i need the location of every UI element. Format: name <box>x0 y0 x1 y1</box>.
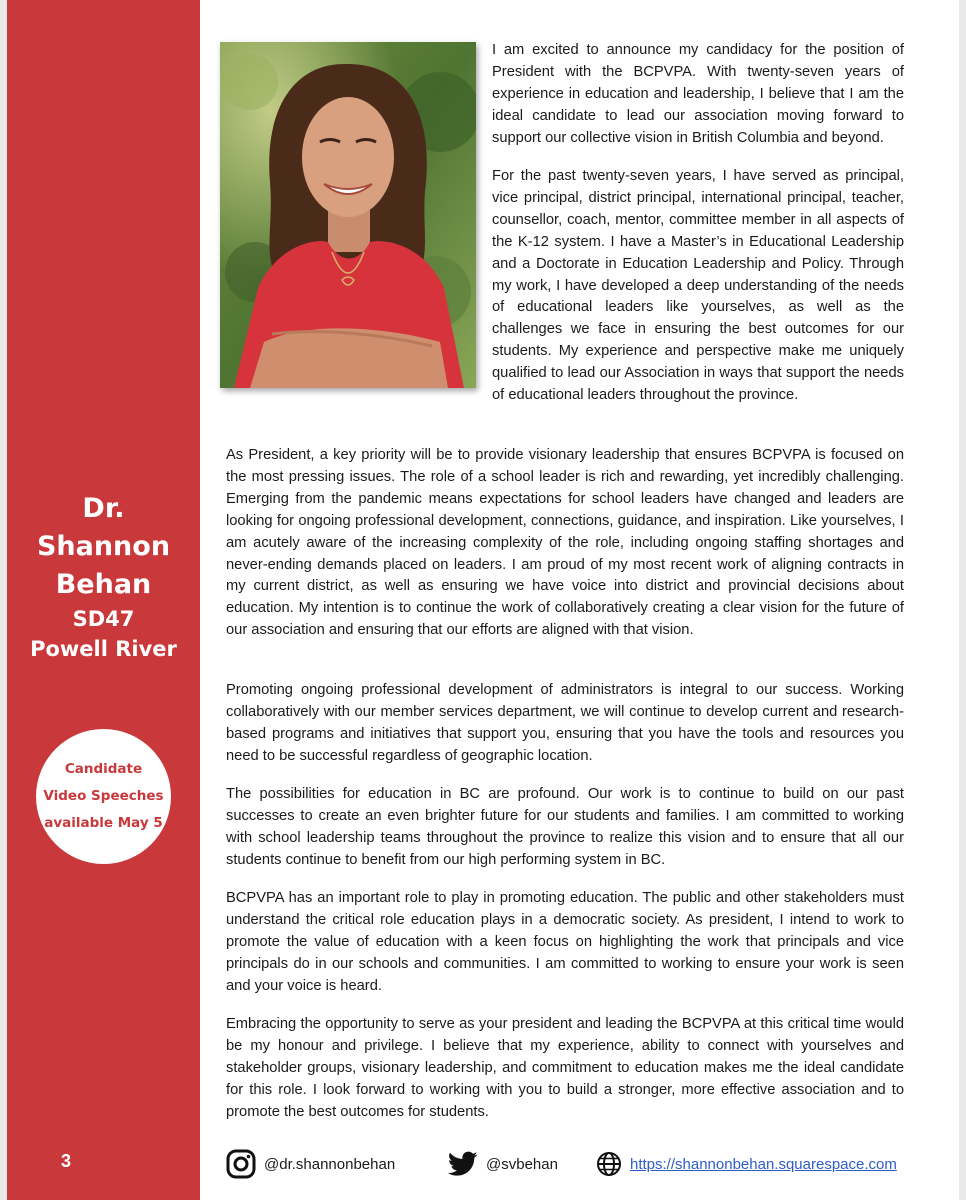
experience-paragraph: For the past twenty-seven years, I have served as principal, vice principal, district principal, international principal, teacher, counsellor, coach, mentor, committee member in all aspects of the K-12 system. I have a Master’s in Educational Leadership and a Doctorate in Education Leadership and Policy. Through my work, I have developed a deep understanding of the needs of educational leaders like yourselves, as well as the challenges we face in ensuring the best outcomes for our students. My experience and perspective make me uniquely qualified to lead our Association in ways that support the needs of educational leaders throughout the province. <box>492 168 904 404</box>
candidate-last-name: Behan <box>55 569 152 600</box>
candidate-photo <box>220 42 476 388</box>
professional-development-paragraph: Promoting ongoing professional development of administrators is integral to our success. Working collaboratively with our member services department, we will continue to develop current and research-based programs and initiatives that support you, ensuring that you have the tools and resources you need to be successful regardless of geographic location. <box>226 682 904 764</box>
website-link[interactable]: https://shannonbehan.squarespace.com <box>630 1155 897 1173</box>
globe-icon <box>596 1151 622 1177</box>
candidate-district: SD47 <box>72 607 135 631</box>
instagram-contact[interactable] <box>226 1147 395 1181</box>
intro-paragraph: I am excited to announce my candidacy for the position of President with the BCPVPA. With twenty-seven years of experience in education and leadership, I believe that I am the ideal candidate to lead our association moving forward to support our collective vision in British Columbia and beyond. <box>492 42 904 146</box>
page-number: 3 <box>61 1151 72 1171</box>
instagram-icon <box>226 1149 256 1179</box>
contact-footer <box>226 1147 926 1183</box>
twitter-handle[interactable]: @svbehan <box>486 1155 558 1173</box>
badge-line-1: Candidate <box>64 761 143 777</box>
twitter-icon <box>448 1151 478 1177</box>
role-paragraph: BCPVPA has an important role to play in promoting education. The public and other stakeholders must understand the critical role education plays in a democratic society. As president, I intend to work to promote the value of education with a keen focus on highlighting the work that principals and vice principals do in our schools and communities. I am committed to working to ensure your work is seen and your voice is heard. <box>226 890 904 994</box>
badge-line-2: Video Speeches <box>43 788 164 804</box>
closing-paragraph: Embracing the opportunity to serve as your president and leading the BCPVPA at this critical time would be my honour and privilege. I believe that my experience, ability to connect with yourselves and stakeholder groups, visionary leadership, and commitment to education makes me the ideal candidate for this role. I look forward to working with you to build a stronger, more effective association and to promote the best outcomes for students. <box>226 1016 904 1120</box>
website-contact[interactable] <box>596 1147 897 1181</box>
candidate-name-block <box>7 490 200 664</box>
video-speeches-badge <box>36 729 171 864</box>
instagram-handle[interactable]: @dr.shannonbehan <box>264 1155 396 1173</box>
priority-paragraph: As President, a key priority will be to provide visionary leadership that ensures BCPVPA is focused on the most pressing issues. The role of a school leader is rich and rewarding, yet incredibly challenging. Emerging from the pandemic means expectations for school leaders have changed and leaders are looking for ongoing professional development, connections, guidance, and inspiration. Like yourselves, I am acutely aware of the increasing complexity of the role, including ongoing staffing shortages and never-ending demands placed on leaders. I am proud of my most recent work of aligning contracts in my current district, as well as ensuring we have voice into district and provincial decisions about education. My intention is to continue the work of collaboratively creating a clear vision for the future of our association and ensuring that our efforts are aligned with that vision. <box>226 447 904 639</box>
candidate-city: Powell River <box>30 637 177 661</box>
document-page <box>7 0 959 1200</box>
twitter-contact[interactable] <box>448 1147 558 1181</box>
badge-line-3: available May 5 <box>44 815 163 831</box>
sidebar <box>7 0 200 1200</box>
candidate-title: Dr. <box>82 493 125 524</box>
possibilities-paragraph: The possibilities for education in BC are profound. Our work is to continue to build on our past successes to create an even brighter future for our students and families. I am committed to working with school leadership teams throughout the province to realize this vision and to ensure that all our students continue to benefit from our high performing system in BC. <box>226 786 904 868</box>
candidate-first-name: Shannon <box>36 531 171 562</box>
